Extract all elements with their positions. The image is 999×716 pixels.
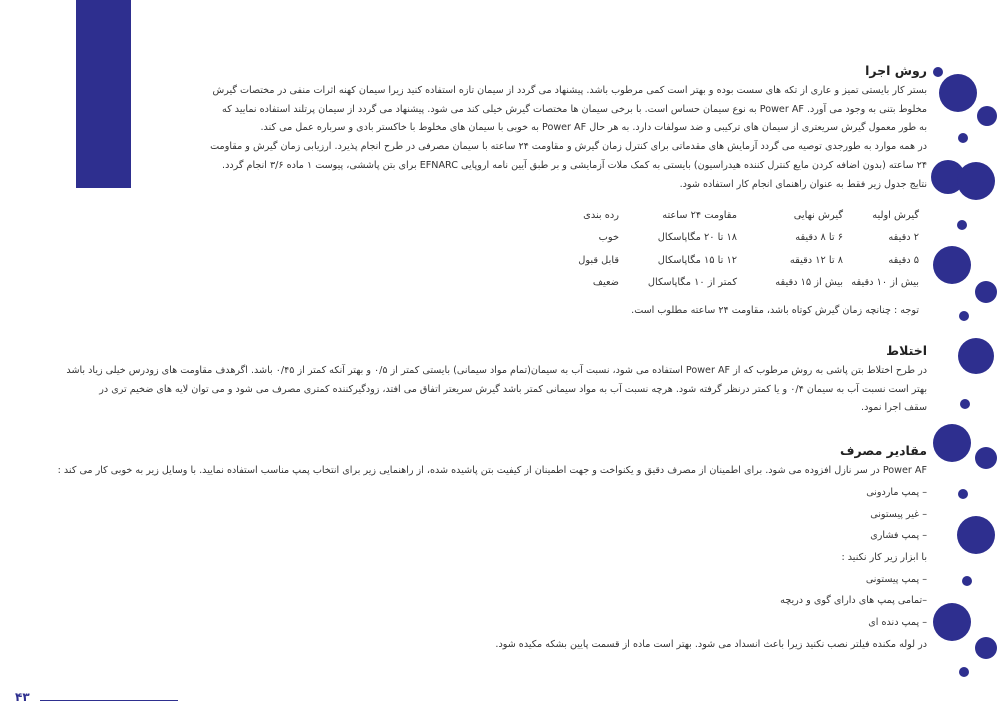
table-cell: ۵ دقیقه (888, 254, 919, 266)
circle (977, 106, 997, 126)
table-cell: ۱۸ تا ۲۰ مگاپاسکال (657, 232, 737, 244)
section-dosage (7, 440, 927, 481)
table-cell: خوب (598, 232, 619, 244)
section-paragraph (7, 462, 927, 481)
circle (959, 311, 969, 321)
table-cell: ضعیف (592, 277, 619, 289)
section-paragraph (167, 82, 927, 194)
table-cell: ۱۲ تا ۱۵ مگاپاسکال (657, 254, 737, 266)
table-row (539, 227, 919, 250)
text-line: در همه موارد به طورجدی توصیه می گردد آزمایش های مقدماتی برای کنترل زمان گیرش و مقاومت ۲۴ ساعته با سیمان مصرفی در طرح انجام پذیرد. ارزیابی زمان گیرش و مقاومت (210, 141, 927, 153)
circle (975, 637, 997, 659)
list-item: – پمپ پیستونی (865, 573, 927, 585)
table-header-row (539, 204, 919, 227)
circle (975, 281, 997, 303)
table-header: گیرش اولیه (872, 209, 919, 221)
circle (958, 338, 994, 374)
circle (957, 516, 995, 554)
table-row (539, 249, 919, 272)
list-item: در لوله مکنده فیلتر نصب نکنید زیرا باعث انسداد می شود. بهتر است ماده از قسمت پایین بشکه مکیده شود. (495, 638, 927, 650)
circle (957, 162, 995, 200)
list-item: –تمامی پمپ های دارای گوی و دریچه (780, 595, 927, 607)
text-line: مخلوط بتنی به وجود می آورد. Power AF به نوع سیمان حساس است. با برخی سیمان ها مختصات گیرش خیلی کند می شود. پیشنهاد می گردد از سیمان پرتلند استفاده نمایید که (222, 103, 927, 115)
table-header: رده بندی (583, 209, 619, 221)
table-header: گیرش نهایی (793, 209, 843, 221)
text-line: ۲۴ ساعته (بدون اضافه کردن مایع کنترل کننده هیدراسیون) بایستی به کمک ملات آزمایشی و بر طبق آیین نامه اروپایی EFNARC برای بتن پاششی، پیوست ۱ ماده ۳/۶ انجام گردد. (222, 159, 927, 171)
table-cell: ۶ تا ۸ دقیقه (795, 232, 843, 244)
circle (975, 447, 997, 469)
decorative-bar (76, 0, 131, 188)
text-line: به طور معمول گیرش سریعتری از سیمان های ترکیبی و ضد سولفات دارد. به هر حال Power AF به خوبی با سیمان های مخلوط با خاکستر بادی و سرباره عمل می کند. (260, 122, 927, 134)
text-line: نتایج جدول زیر فقط به عنوان راهنمای انجام کار استفاده شود. (679, 178, 927, 190)
footer-rule (40, 700, 178, 701)
section-paragraph (7, 362, 927, 418)
table-row (539, 272, 919, 295)
circle (933, 603, 971, 641)
circle (959, 667, 969, 677)
section-heading: روش اجرا (865, 63, 927, 78)
circle (931, 160, 965, 194)
text-line: بهتر است نسبت آب به سیمان ۰/۴ و یا کمتر درنظر گرفته شود. هرچه نسبت آب به مواد سیمانی کمتر باشد گیرش سریعتر اتفاق می افتد، زودگیرکننده کمتری مصرف می شود و می توان لایه های ضخیم تری در (99, 383, 927, 395)
pump-list (127, 482, 927, 656)
circle (960, 399, 970, 409)
circle (933, 246, 971, 284)
table-note: توجه : چنانچه زمان گیرش کوتاه باشد، مقاومت ۲۴ ساعته مطلوب است. (631, 305, 919, 316)
page-number: ۴۳ (15, 690, 30, 704)
text-line: Power AF در سر نازل افزوده می شود. برای اطمینان از مصرف دقیق و یکنواخت و جهت اطمینان از کیفیت بتن پاشیده شده، از راهنمایی زیر برای انتخاب پمپ مناسب استفاده نمایید. با وسایل زیر به خوبی کار می کند : (57, 465, 927, 476)
text-line: در طرح اختلاط بتن پاشی به روش مرطوب که از Power AF استفاده می شود، نسبت آب به سیمان(تمام مواد سیمانی) بایستی کمتر از ۰/۵ و بهتر آنکه کمتر از ۰/۴۵ باشد. اگرهدف مقاومت های زودرس خیلی زیاد باشد (66, 365, 927, 376)
list-item: – پمپ دنده ای (868, 617, 927, 629)
section-heading: اختلاط (886, 343, 927, 358)
table-cell: ۲ دقیقه (888, 232, 919, 244)
circle (962, 576, 972, 586)
section-application-method (167, 60, 927, 194)
table-cell: بیش از ۱۰ دقیقه (851, 277, 919, 289)
section-mixing (7, 340, 927, 418)
list-item: با ابزار زیر کار نکنید : (841, 552, 927, 564)
circle (933, 67, 943, 77)
circle (939, 74, 977, 112)
text-line: بستر کار بایستی تمیز و عاری از تکه های سست بوده و بهتر است کمی مرطوب باشد. پیشنهاد می گردد از سیمان تازه استفاده کنید زیرا سیمان کهنه اثرات منفی در مختصات گیرش (212, 85, 927, 96)
table-cell: قابل قبول (578, 254, 619, 266)
setting-time-table (539, 204, 919, 294)
circle (933, 424, 971, 462)
table-cell: بیش از ۱۵ دقیقه (775, 277, 843, 289)
text-line: سقف اجرا نمود. (861, 402, 927, 414)
table-cell: کمتر از ۱۰ مگاپاسکال (647, 277, 737, 289)
circle (958, 133, 968, 143)
table-cell: ۸ تا ۱۲ دقیقه (789, 254, 843, 266)
circle (957, 220, 967, 230)
list-item: – غیر پیستونی (870, 508, 927, 520)
section-heading: مقادیر مصرف (839, 443, 927, 458)
table-header: مقاومت ۲۴ ساعته (662, 209, 737, 221)
circle (958, 489, 968, 499)
list-item: – پمپ فشاری (870, 530, 927, 542)
list-item: – پمپ ماردونی (866, 487, 927, 498)
